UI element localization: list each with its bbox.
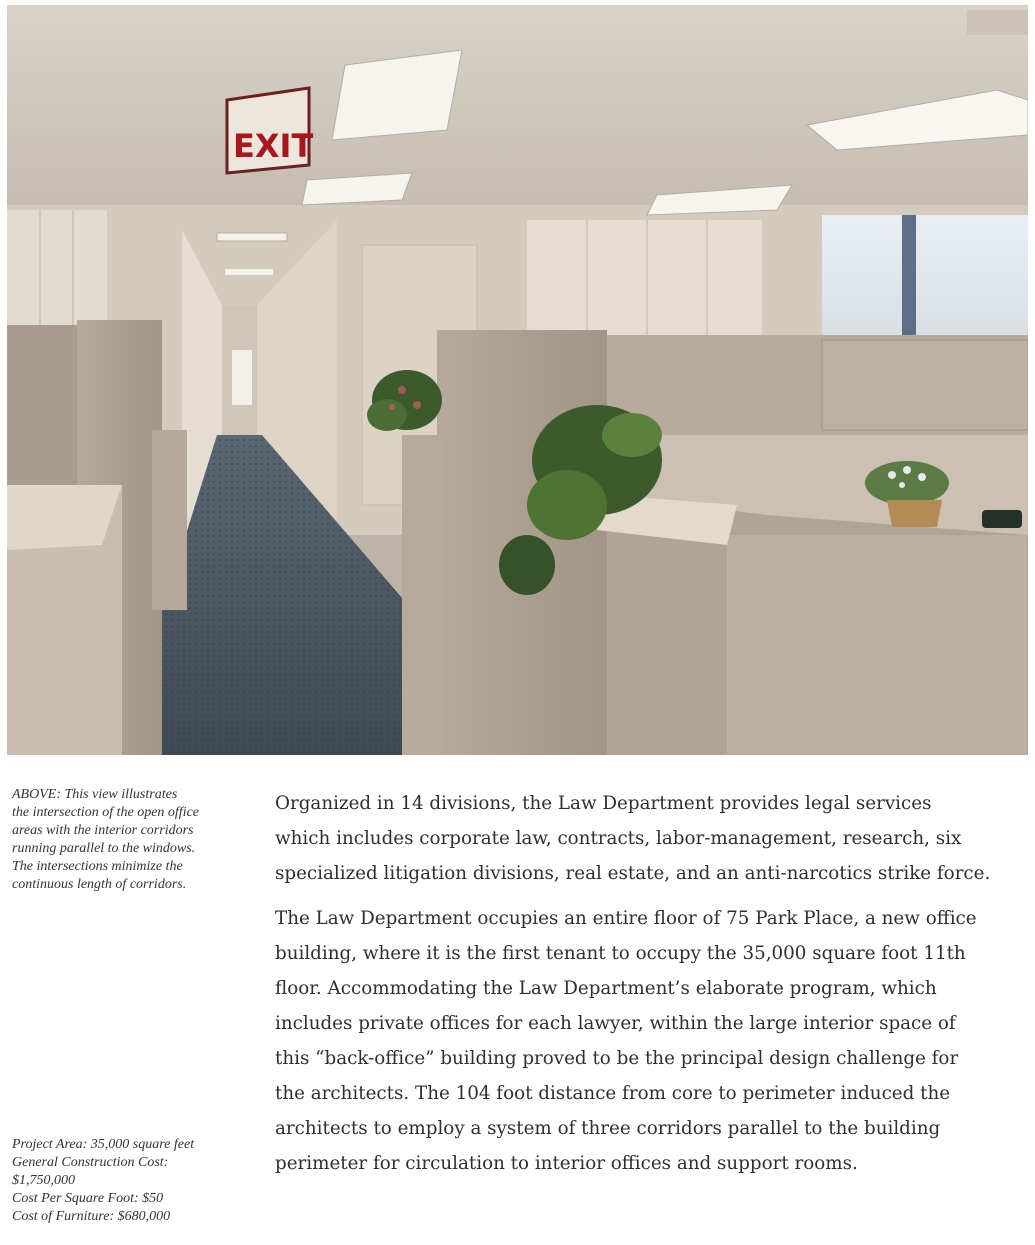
text-line: floor. Accommodating the Law Department’s elaborate program, which	[275, 978, 937, 999]
text-line: specialized litigation divisions, real estate, and an anti-narcotics strike force.	[275, 863, 991, 884]
text-line: building, where it is the first tenant to occupy the 35,000 square foot 11th	[275, 943, 966, 964]
text-line: includes private offices for each lawyer, within the large interior space of	[275, 1013, 956, 1034]
stat-construction-cost-label: General Construction Cost:	[12, 1155, 169, 1170]
paragraph-floor	[275, 901, 1027, 1181]
text-line: which includes corporate law, contracts, labor-management, research, six	[275, 828, 962, 849]
stat-cost-per-square-foot: Cost Per Square Foot: $50	[12, 1191, 164, 1206]
exit-sign-text: EXIT	[233, 127, 314, 165]
office-photo	[7, 5, 1028, 755]
article-body	[275, 786, 1027, 1191]
text-line: architects to employ a system of three corridors parallel to the building	[275, 1118, 941, 1139]
stat-project-area: Project Area: 35,000 square feet	[12, 1137, 195, 1152]
text-line: Organized in 14 divisions, the Law Department provides legal services	[275, 793, 932, 814]
caption-line: ABOVE: This view illustrates	[12, 787, 178, 802]
photo-caption	[12, 786, 252, 894]
caption-line: the intersection of the open office	[12, 805, 200, 820]
caption-line: areas with the interior corridors	[12, 823, 194, 838]
project-stats	[12, 1136, 262, 1226]
text-line: perimeter for circulation to interior offices and support rooms.	[275, 1153, 858, 1174]
stat-construction-cost-value: $1,750,000	[12, 1173, 75, 1188]
text-line: The Law Department occupies an entire floor of 75 Park Place, a new office	[275, 908, 977, 929]
text-line: the architects. The 104 foot distance from core to perimeter induced the	[275, 1083, 951, 1104]
caption-line: running parallel to the windows.	[12, 841, 196, 856]
caption-line: continuous length of corridors.	[12, 877, 187, 892]
text-line: this “back-office” building proved to be the principal design challenge for	[275, 1048, 959, 1069]
stat-furniture-cost: Cost of Furniture: $680,000	[12, 1209, 171, 1224]
paragraph-divisions	[275, 786, 1027, 891]
caption-line: The intersections minimize the	[12, 859, 183, 874]
